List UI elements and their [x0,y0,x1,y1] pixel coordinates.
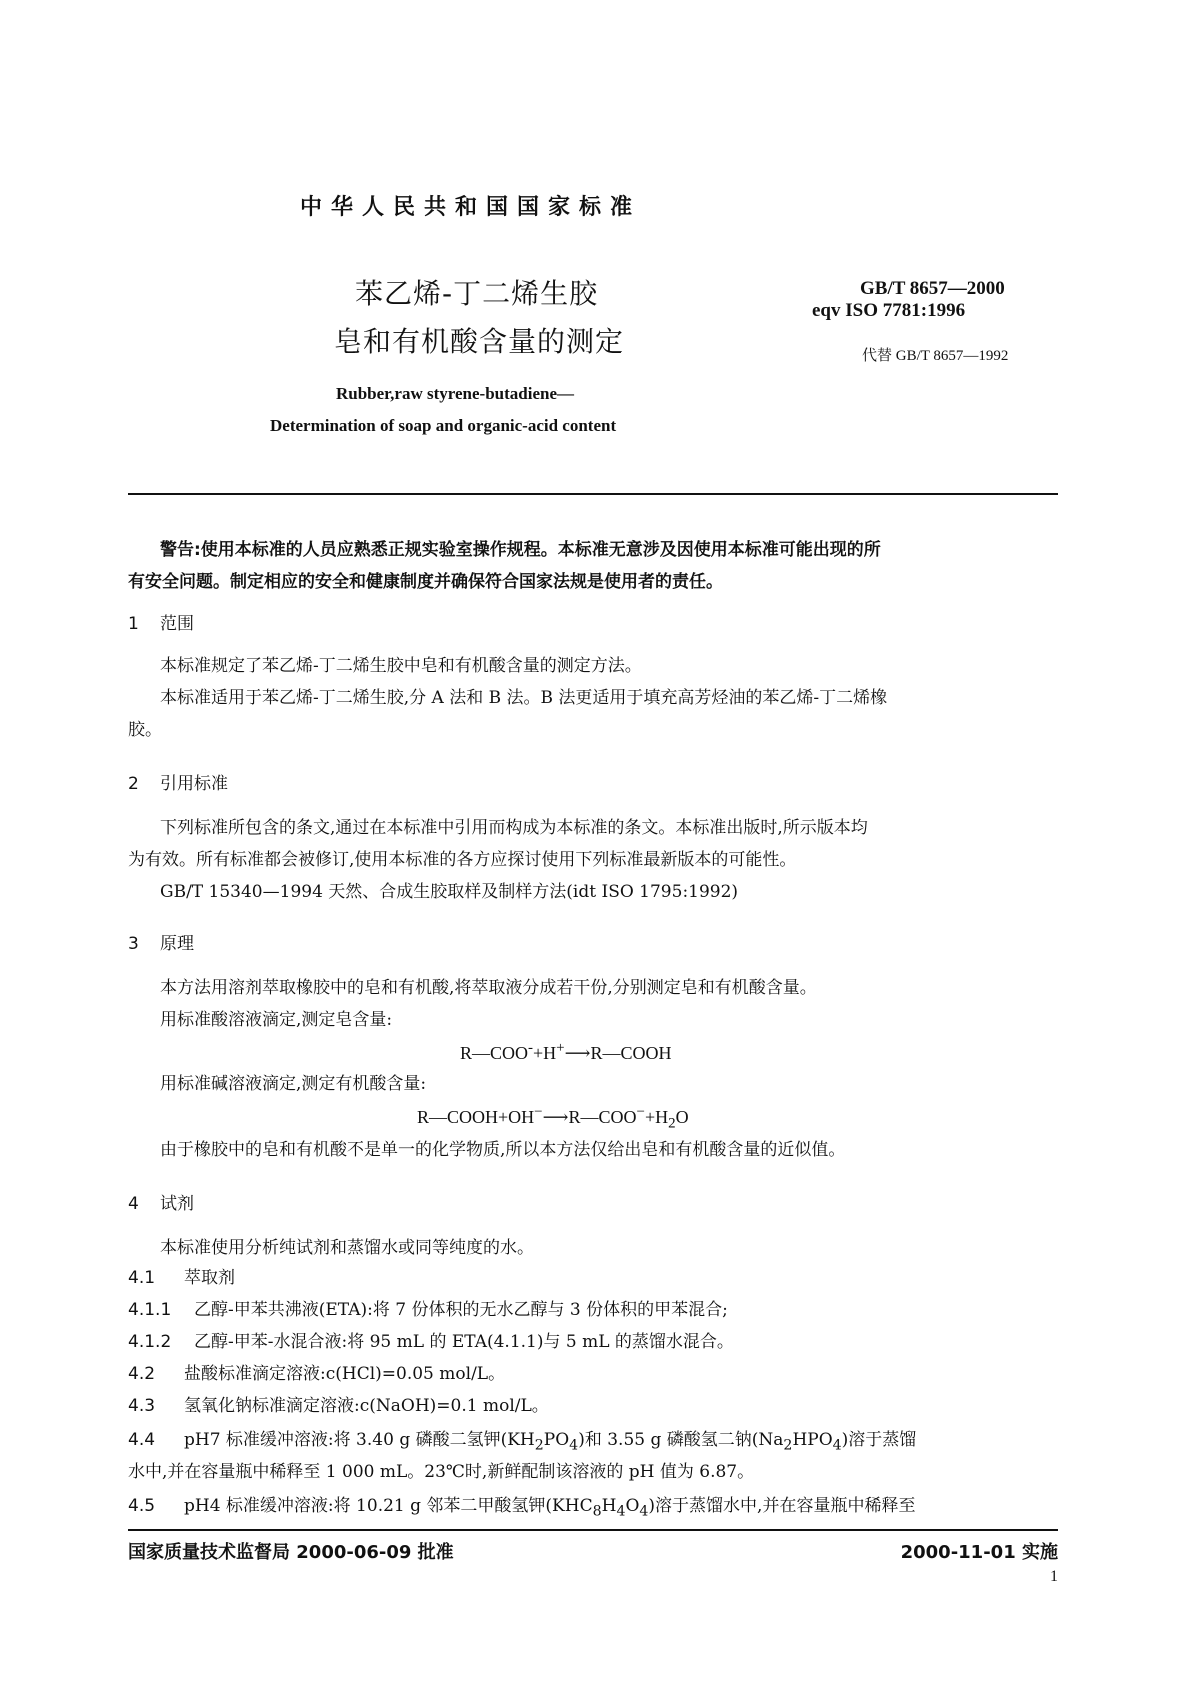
implementation-date: 2000-11-01 实施 [900,1542,1058,1563]
title-cn-line2: 皂和有机酸含量的测定 [334,325,625,358]
title-cn-line1: 苯乙烯-丁二烯生胶 [355,277,599,310]
section1-paragraph2-line1: 本标准适用于苯乙烯-丁二烯生胶,分 A 法和 B 法。B 法更适用于填充高芳烃油的苯乙烯-丁二烯橡 [160,688,888,708]
header-divider [128,493,1058,495]
replaces-standard: 代替 GB/T 8657—1992 [862,348,1009,364]
section3-paragraph4: 由于橡胶中的皂和有机酸不是单一的化学物质,所以本方法仅给出皂和有机酸含量的近似值。 [160,1140,846,1160]
national-standard-title: 中华人民共和国国家标准 [300,195,642,220]
section-number: 4 [128,1194,139,1214]
page-number: 1 [1050,1568,1058,1585]
section-heading-4 [128,1192,194,1216]
clause-4-4: 4.4 pH7 标准缓冲溶液:将 3.40 g 磷酸二氢钾$(KH_2PO_4)$和 3.55 g 磷酸氢二钠$(Na_2HPO_4)$溶于蒸馏 [128,1430,917,1454]
section-number: 1 [128,614,139,634]
section-heading-2 [128,772,228,796]
footer-divider [128,1529,1058,1531]
reaction-arrow: ⟶ [542,1107,569,1127]
section1-paragraph1: 本标准规定了苯乙烯-丁二烯生胶中皂和有机酸含量的测定方法。 [160,656,642,676]
section3-paragraph1: 本方法用溶剂萃取橡胶中的皂和有机酸,将萃取液分成若干份,分别测定皂和有机酸含量。 [160,978,817,998]
equation-acid: $R—COOH+OH^-⟶R—COO^-+H_2O$ [417,1104,689,1132]
section2-paragraph-line1: 下列标准所包含的条文,通过在本标准中引用而构成为本标准的条文。本标准出版时,所示版本均 [160,818,868,838]
section4-paragraph1: 本标准使用分析纯试剂和蒸馏水或同等纯度的水。 [160,1238,534,1258]
clause-4-5: 4.5 pH4 标准缓冲溶液:将 10.21 g 邻苯二甲酸氢钾$(KHC_8H_4O_4)$溶于蒸馏水中,并在容量瓶中稀释至 [128,1496,916,1520]
approval-date: 国家质量技术监督局 2000-06-09 批准 [128,1542,454,1563]
clause-4-3: 4.3 氢氧化钠标准滴定溶液:c(NaOH)=0.1 mol/L。 [128,1396,549,1416]
clause-4-1: 4.1 萃取剂 [128,1268,235,1288]
clause-4-1-2: 4.1.2 乙醇-甲苯-水混合液:将 95 mL 的 ETA(4.1.1)与 5 mL 的蒸馏水混合。 [128,1332,734,1352]
equivalent-standard: eqv ISO 7781:1996 [812,300,966,321]
reaction-arrow: ⟶ [564,1043,591,1063]
section2-paragraph-line2: 为有效。所有标准都会被修订,使用本标准的各方应探讨使用下列标准最新版本的可能性。 [128,850,797,870]
warning-line2: 有安全问题。制定相应的安全和健康制度并确保符合国家法规是使用者的责任。 [128,572,723,592]
warning-line1: 警告:使用本标准的人员应熟悉正规实验室操作规程。本标准无意涉及因使用本标准可能出现的所 [160,540,881,560]
section3-paragraph2: 用标准酸溶液滴定,测定皂含量: [160,1010,393,1030]
section-number: 3 [128,934,139,954]
clause-4-1-1: 4.1.1 乙醇-甲苯共沸液(ETA):将 7 份体积的无水乙醇与 3 份体积的甲苯混合; [128,1300,728,1320]
equation-soap: R—COO-+H+⟶R—COOH [460,1040,672,1063]
title-en-line1: Rubber,raw styrene-butadiene— [336,384,575,403]
title-en-line2: Determination of soap and organic-acid content [270,416,617,435]
section3-paragraph3: 用标准碱溶液滴定,测定有机酸含量: [160,1074,427,1094]
section-title: 范围 [160,614,194,634]
section-heading-1 [128,612,194,636]
section1-paragraph2-line2: 胶。 [128,720,162,740]
section-title: 引用标准 [160,774,228,794]
section-title: 原理 [160,934,194,954]
section-heading-3 [128,932,194,956]
normative-reference: GB/T 15340—1994 天然、合成生胶取样及制样方法(idt ISO 1795:1992) [160,882,739,902]
clause-4-4-line2: 水中,并在容量瓶中稀释至 1 000 mL。23℃时,新鲜配制该溶液的 pH 值为 6.87。 [128,1462,755,1482]
section-title: 试剂 [160,1194,194,1214]
section-number: 2 [128,774,139,794]
clause-4-2: 4.2 盐酸标准滴定溶液:c(HCl)=0.05 mol/L。 [128,1364,506,1384]
standard-number: GB/T 8657—2000 [860,278,1005,299]
